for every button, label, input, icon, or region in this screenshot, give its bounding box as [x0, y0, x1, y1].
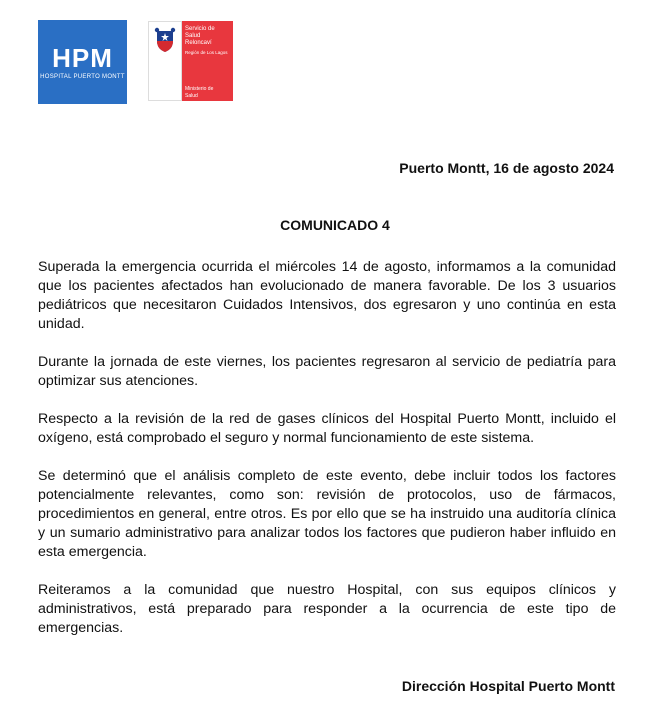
- ministry-line-2: Salud: [185, 93, 198, 99]
- hpm-logo-subtitle: HOSPITAL PUERTO MONTT: [40, 73, 125, 80]
- servicio-salud-logo: [148, 21, 233, 101]
- servicio-salud-text: [182, 21, 233, 101]
- hpm-logo-mark: HPM: [52, 42, 113, 73]
- paragraph-5: Reiteramos a la comunidad que nuestro Hospital, con sus equipos clínicos y administrativos, está preparado para responder a la ocurrencia de este tipo de emergencias.: [38, 582, 616, 636]
- chile-crest-icon: [154, 27, 176, 53]
- document-title: COMUNICADO 4: [280, 217, 390, 233]
- signature: Dirección Hospital Puerto Montt: [401, 678, 615, 694]
- ss-line-2: Salud: [185, 33, 201, 39]
- paragraph-2: Durante la jornada de este viernes, los pacientes regresaron al servicio de pediatría para optimizar sus atenciones.: [38, 354, 616, 389]
- chile-crest-panel: [148, 21, 182, 101]
- document-date: Puerto Montt, 16 de agosto 2024: [399, 160, 614, 176]
- ss-region: Región de Los Lagos: [185, 50, 228, 55]
- paragraph-4: Se determinó que el análisis completo de este evento, debe incluir todos los factores potencialmente relevantes, como son: revisión de protocolos, uso de fármacos, procedimientos en general, entre otros. Es por ello que se ha instruido una auditoría clínica y un sumario administrativo para analizar todos los factores que pudieron haber influido en esta emergencia.: [38, 468, 616, 560]
- hospital-puerto-montt-logo: [38, 20, 127, 104]
- paragraph-1: Superada la emergencia ocurrida el miércoles 14 de agosto, informamos a la comunidad que los pacientes afectados han evolucionado de manera favorable. De los 3 usuarios pediátricos que necesitaron Cuidados Intensivos, dos egresaron y uno continúa en esta unidad.: [38, 259, 616, 332]
- ministry-line-1: Ministerio de: [185, 86, 214, 92]
- ss-line-3: Reloncaví: [185, 40, 212, 46]
- ss-line-1: Servicio de: [185, 26, 215, 32]
- document-body: [38, 258, 616, 657]
- paragraph-3: Respecto a la revisión de la red de gases clínicos del Hospital Puerto Montt, incluido el oxígeno, está comprobado el seguro y normal funcionamiento de este sistema.: [38, 411, 616, 446]
